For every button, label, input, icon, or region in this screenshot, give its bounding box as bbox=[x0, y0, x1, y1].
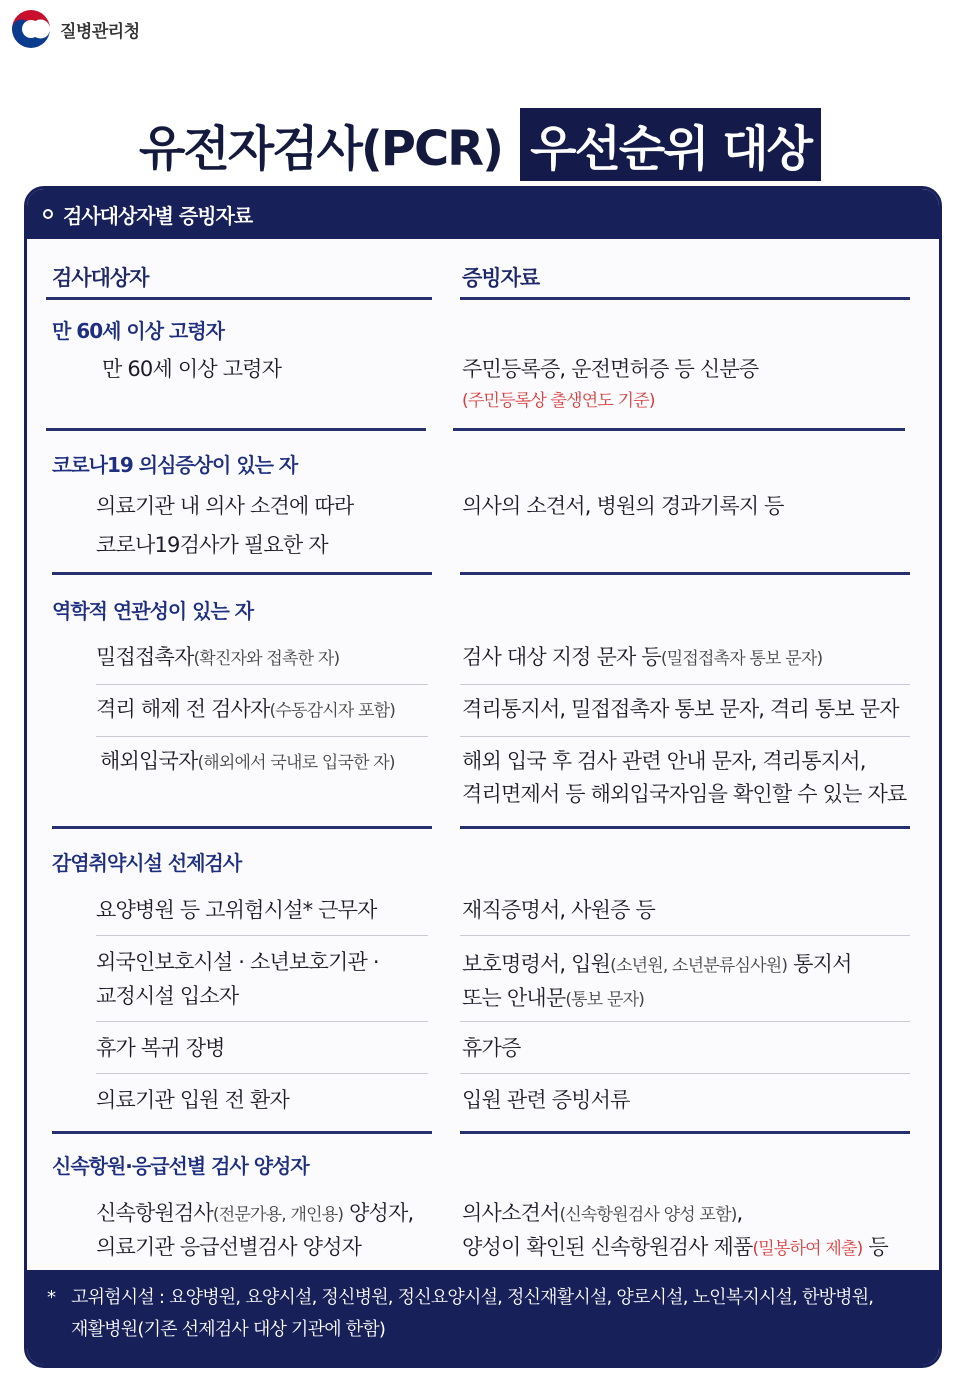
column-header-target: 검사대상자 bbox=[52, 266, 149, 290]
target-pre-release bbox=[96, 692, 395, 728]
proof-leave-pass: 휴가증 bbox=[462, 1036, 521, 1060]
target-pre-admission: 의료기관 입원 전 환자 bbox=[96, 1088, 289, 1112]
footnote-star: * bbox=[47, 1287, 56, 1308]
bullet-circle-icon bbox=[43, 209, 53, 219]
target-symptoms-line1: 의료기관 내 의사 소견에 따라 bbox=[96, 494, 354, 518]
panel-header bbox=[27, 189, 939, 239]
category-vulnerable-facilities: 감염취약시설 선제검사 bbox=[52, 851, 242, 875]
proof-label: 보호명령서, 입원 bbox=[462, 952, 611, 976]
target-rapid-positive bbox=[96, 1196, 413, 1232]
row-divider bbox=[96, 1073, 428, 1074]
target-soldiers: 휴가 복귀 장병 bbox=[96, 1036, 225, 1060]
proof-label-tail: 등 bbox=[862, 1235, 888, 1259]
proof-label: 검사 대상 지정 문자 등 bbox=[462, 645, 661, 669]
divider bbox=[460, 1131, 910, 1134]
proof-note-sealed: (밀봉하여 제출) bbox=[752, 1239, 863, 1259]
target-label: 신속항원검사 bbox=[96, 1201, 213, 1225]
target-detention-line1: 외국인보호시설 · 소년보호기관 · bbox=[96, 950, 379, 974]
proof-quarantine-notice: 격리통지서, 밀접접촉자 통보 문자, 격리 통보 문자 bbox=[462, 697, 899, 721]
agency-logo bbox=[10, 8, 140, 50]
taegeuk-logo-icon bbox=[10, 8, 52, 50]
target-close-contact bbox=[96, 640, 339, 676]
target-symptoms-line2: 코로나19검사가 필요한 자 bbox=[96, 533, 328, 557]
target-label-tail: 양성자, bbox=[343, 1201, 414, 1225]
category-symptoms: 코로나19 의심증상이 있는 자 bbox=[52, 453, 298, 477]
target-detention-line2: 교정시설 입소자 bbox=[96, 984, 239, 1008]
title-highlight: 우선순위 대상 bbox=[520, 108, 821, 181]
proof-overseas-line2: 격리면제서 등 해외입국자임을 확인할 수 있는 자료 bbox=[462, 782, 907, 806]
target-label: 격리 해제 전 검사자 bbox=[96, 697, 270, 721]
title-main: 유전자검사(PCR) bbox=[138, 121, 503, 177]
divider bbox=[46, 428, 426, 431]
proof-close-contact bbox=[462, 640, 822, 676]
divider bbox=[52, 572, 432, 575]
category-epidemiological: 역학적 연관성이 있는 자 bbox=[52, 599, 254, 623]
proof-note: (밀접접촉자 통보 문자) bbox=[660, 649, 823, 669]
divider bbox=[460, 572, 910, 575]
divider bbox=[460, 826, 910, 829]
target-note: (수동감시자 포함) bbox=[269, 701, 396, 721]
target-note: (해외에서 국내로 입국한 자) bbox=[197, 753, 395, 773]
row-divider bbox=[460, 1073, 910, 1074]
proof-label-tail: 통지서 bbox=[787, 952, 852, 976]
proof-doctor-opinion bbox=[462, 1196, 742, 1232]
divider bbox=[453, 428, 905, 431]
proof-note: (통보 문자) bbox=[565, 990, 645, 1010]
target-note: (확진자와 접촉한 자) bbox=[193, 649, 340, 669]
target-overseas-arrival bbox=[100, 744, 395, 780]
footnote-line1: 고위험시설 : 요양병원, 요양시설, 정신병원, 정신요양시설, 정신재활시설, 양로시설, 노인복지시설, 한방병원, bbox=[71, 1287, 874, 1308]
footnote bbox=[27, 1270, 939, 1365]
divider bbox=[52, 826, 432, 829]
proof-note: (소년원, 소년분류심사원) bbox=[610, 956, 788, 976]
proof-employment: 재직증명서, 사원증 등 bbox=[462, 898, 655, 922]
row-divider bbox=[460, 935, 910, 936]
row-divider bbox=[96, 684, 428, 685]
proof-test-kit bbox=[462, 1230, 888, 1266]
category-elderly: 만 60세 이상 고령자 bbox=[52, 319, 224, 343]
row-divider bbox=[96, 935, 428, 936]
divider bbox=[52, 1131, 432, 1134]
proof-protection-order bbox=[462, 947, 852, 983]
target-high-risk-workers: 요양병원 등 고위험시설* 근무자 bbox=[96, 898, 377, 922]
proof-label-tail: , bbox=[736, 1201, 743, 1225]
proof-note: (신속항원검사 양성 포함) bbox=[559, 1205, 737, 1225]
agency-name: 질병관리청 bbox=[60, 21, 140, 42]
row-divider bbox=[460, 684, 910, 685]
proof-label: 양성이 확인된 신속항원검사 제품 bbox=[462, 1235, 753, 1259]
proof-note-birth-year: (주민등록상 출생연도 기준) bbox=[462, 391, 655, 411]
proof-label: 의사소견서 bbox=[462, 1201, 560, 1225]
row-divider bbox=[96, 1021, 428, 1022]
proof-overseas-line1: 해외 입국 후 검사 관련 안내 문자, 격리통지서, bbox=[462, 749, 866, 773]
panel-title: 검사대상자별 증빙자료 bbox=[63, 203, 253, 228]
target-elderly: 만 60세 이상 고령자 bbox=[102, 357, 282, 381]
divider bbox=[460, 297, 910, 300]
row-divider bbox=[460, 1021, 910, 1022]
target-emergency-positive: 의료기관 응급선별검사 양성자 bbox=[96, 1235, 362, 1259]
target-note: (전문가용, 개인용) bbox=[212, 1205, 344, 1225]
target-label: 해외입국자 bbox=[100, 749, 198, 773]
proof-admission-docs: 입원 관련 증빙서류 bbox=[462, 1088, 630, 1112]
proof-doctor-note: 의사의 소견서, 병원의 경과기록지 등 bbox=[462, 494, 784, 518]
row-divider bbox=[460, 736, 910, 737]
proof-id-card: 주민등록증, 운전면허증 등 신분증 bbox=[462, 357, 759, 381]
row-divider bbox=[96, 736, 428, 737]
column-header-proof: 증빙자료 bbox=[462, 266, 540, 290]
page-title bbox=[0, 108, 960, 181]
divider bbox=[46, 297, 432, 300]
footnote-line2: 재활병원(기존 선제검사 대상 기관에 한함) bbox=[71, 1319, 386, 1340]
category-rapid-test-positive: 신속항원·응급선별 검사 양성자 bbox=[52, 1154, 309, 1178]
target-label: 밀접접촉자 bbox=[96, 645, 194, 669]
proof-guidance bbox=[462, 981, 644, 1017]
proof-label: 또는 안내문 bbox=[462, 986, 566, 1010]
